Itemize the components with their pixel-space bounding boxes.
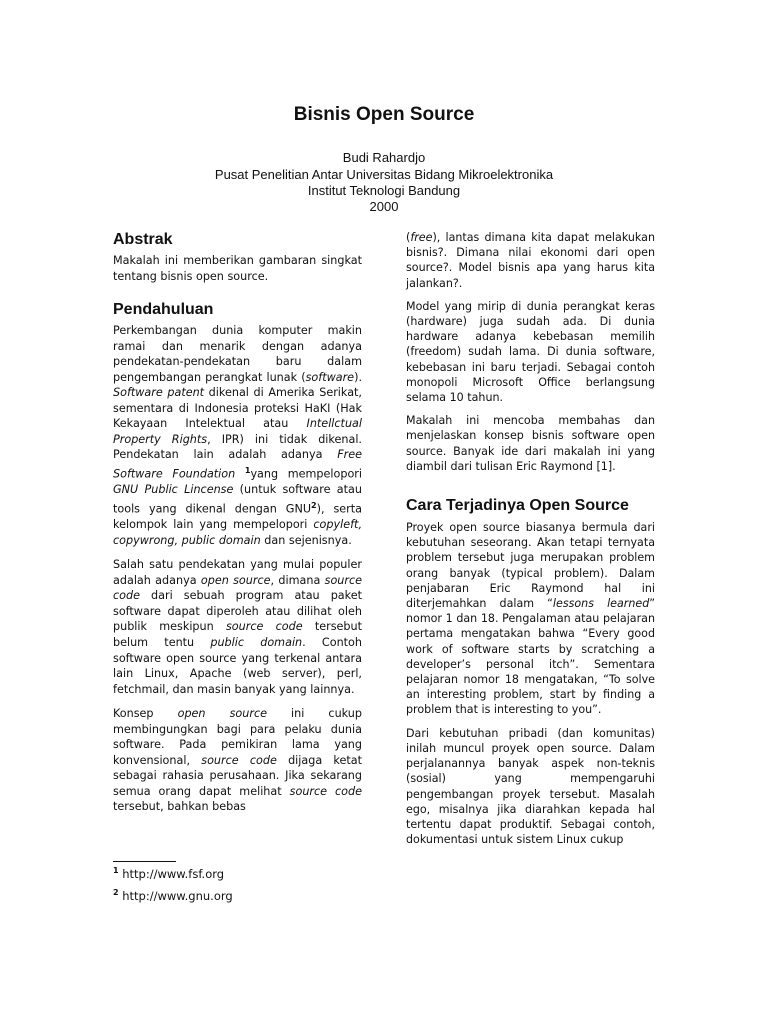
author-name: Budi Rahardjo xyxy=(342,150,426,165)
cara-paragraph-2: Dari kebutuhan pribadi (dan komunitas) inilah muncul proyek open source. Dalam perjalanannya banyak aspek non-teknis (sosial) yang mempengaruhi pengembangan proyek tersebut. Masalah ego, misalnya jika diarahkan kepada hal tertentu dapat produktif. Sebagai contoh, dokumentasi untuk sistem Linux cukup xyxy=(406,726,655,847)
abstrak-text: Makalah ini memberikan gambaran singkat tentang bisnis open source. xyxy=(113,254,362,283)
footnote-divider xyxy=(113,861,176,862)
author-affiliation: Pusat Penelitian Antar Universitas Bidang Mikroelektronika xyxy=(214,167,554,182)
right-paragraph-3: Makalah ini mencoba membahas dan menjelaskan konsep bisnis software open source. Banyak ide dari makalah ini yang diambil dari tulisan Eric Raymond [1]. xyxy=(406,414,655,473)
pendahuluan-paragraph-3: Konsep open source ini cukup membingungkan bagi para pelaku dunia software. Pada pemikiran lama yang konvensional, source code dijaga ketat sebagai rahasia perusahaan. Jika sekarang semua orang dapat melihat source code tersebut, bahkan bebas xyxy=(113,707,363,814)
pendahuluan-paragraph-2: Salah satu pendekatan yang mulai populer adalah adanya open source, dimana source code dari sebuah program atau paket software dapat diperoleh atau dilihat oleh publik meskipun source code tersebut belum tentu public domain. Contoh software open source yang terkenal antara lain Linux, Apache (web server), perl, fetchmail, dan masin banyak yang lainnya. xyxy=(113,558,363,696)
cara-paragraph-1: Proyek open source biasanya bermula dari kebutuhan seseorang. Akan tetapi ternyata problem tersebut juga merupakan problem orang banyak (typical problem). Dalam penjabaran Eric Raymond hal ini diterjemahkan dalam “lessons learned” nomor 1 dan 18. Pengalaman atau pelajaran pertama mengatakan bahwa “Every good work of software starts by scratching a developer’s personal itch”. Sementara pelajaran nomor 18 mengatakan, “To solve an interesting problem, start by finding a problem that is interesting to you”. xyxy=(406,521,655,717)
document-title: Bisnis Open Source xyxy=(293,104,475,125)
pendahuluan-paragraph-1: Perkembangan dunia komputer makin ramai dan menarik dengan adanya pendekatan-pendekatan baru dalam pengembangan perangkat lunak (software). Software patent dikenal di Amerika Serikat, sementara di Indonesia proteksi HaKI (Hak Kekayaan Intelektual atau Intellctual Property Rights, IPR) ini tidak dikenal. Pendekatan lain adalah adanya Free Software Foundation $^1$yang mempelopori GNU Public Lincense (untuk software atau tools yang dikenal dengan GNU$^2$), serta kelompok lain yang mempelopori copyleft, copywrong, public domain dan sejenisnya. xyxy=(113,324,363,547)
pendahuluan-heading: Pendahuluan xyxy=(113,301,214,319)
publication-year: 2000 xyxy=(369,199,399,214)
footnote-ref-2: 2 xyxy=(311,500,317,510)
left-column xyxy=(113,230,362,815)
author-institute: Institut Teknologi Bandung xyxy=(307,183,461,198)
right-paragraph-2: Model yang mirip di dunia perangkat keras (hardware) juga sudah ada. Di dunia hardware adanya kebebasan memilih (freedom) sudah lama. Di dunia software, kebebasan ini baru terjadi. Sebagai contoh monopoli Microsoft Office berlangsung selama 10 tahun. xyxy=(406,299,655,405)
cara-heading: Cara Terjadinya Open Source xyxy=(406,497,629,515)
abstrak-heading: Abstrak xyxy=(113,231,173,248)
footnote-ref-1: 1 xyxy=(244,466,251,476)
footnote-1: $^1$ http://www.fsf.org xyxy=(113,866,225,881)
right-paragraph-1: (free), lantas dimana kita dapat melakukan bisnis?. Dimana nilai ekonomi dari open source?. Model bisnis apa yang harus kita jalankan?. xyxy=(406,231,655,290)
right-column xyxy=(406,230,655,847)
footnote-2: $^2$ http://www.gnu.org xyxy=(113,888,233,903)
